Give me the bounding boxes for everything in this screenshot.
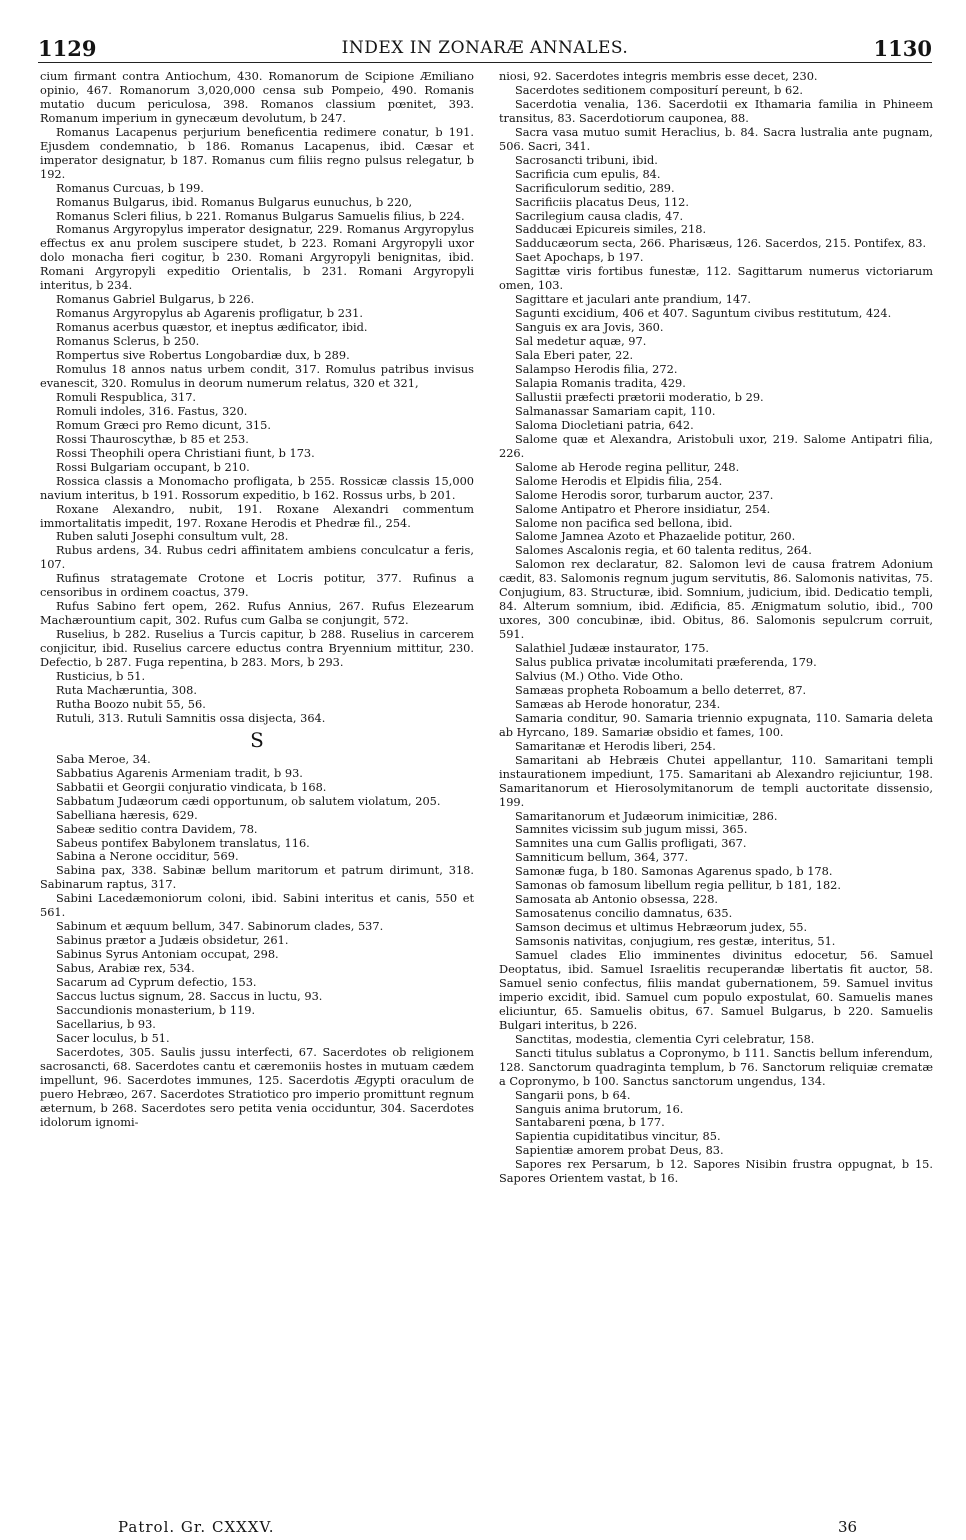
index-entry: Rufinus stratagemate Crotone et Locris potitur, 377. Rufinus a censoribus in ordinem coactus, 379.	[40, 571, 474, 600]
section-letter-s: S	[250, 727, 264, 752]
index-entry: Ruta Machæruntia, 308.	[56, 682, 197, 697]
index-entry: Sal medetur aquæ, 97.	[515, 334, 647, 349]
index-entry: Roxane Alexandro, nubit, 191. Roxane Alexandri commentum immortalitatis impedit, 197. Roxane Herodis et Phedræ fil., 254.	[40, 501, 474, 530]
index-entry: Salomes Ascalonis regia, et 60 talenta reditus, 264.	[515, 543, 812, 558]
index-entry: Rompertus sive Robertus Longobardiæ dux, b 289.	[56, 348, 350, 363]
index-entry: Sanctitas, modestia, clementia Cyri celebratur, 158.	[515, 1031, 815, 1046]
index-entry: Romanus Bulgarus, ibid. Romanus Bulgarus eunuchus, b 220,	[56, 194, 413, 209]
index-entry: Sanguis ex ara Jovis, 360.	[515, 320, 664, 335]
index-entry: Sabeæ seditio contra Davidem, 78.	[56, 821, 258, 836]
index-entry: Samsonis nativitas, conjugium, res gestæ, interitus, 51.	[515, 934, 836, 949]
index-entry: Rufus Sabino fert opem, 262. Rufus Annius, 267. Rufus Elezearum Machærountium capit, 302. Rufus cum Galba se conjungit, 572.	[40, 599, 474, 628]
index-entry: Salampso Herodis filia, 272.	[515, 362, 678, 377]
index-entry: Sabinum et æquum bellum, 347. Sabinorum clades, 537.	[56, 919, 384, 934]
running-title: INDEX IN ZONARÆ ANNALES.	[341, 38, 629, 58]
left-column	[40, 70, 474, 1130]
index-entry: Sabbatum Judæorum cædi opportunum, ob salutem violatum, 205.	[56, 793, 441, 808]
index-entry: Sapores rex Persarum, b 12. Sapores Nisibin frustra oppugnat, b 15. Sapores Orientem vastat, b 16.	[499, 1157, 933, 1186]
index-entry: Romanus Curcuas, b 199.	[56, 180, 204, 195]
page-number-right: 1130	[873, 36, 932, 61]
page-number-left: 1129	[38, 36, 97, 61]
right-column	[499, 70, 933, 1186]
index-entry: cium firmant contra Antiochum, 430. Romanorum de Scipione Æmiliano opinio, 467. Romanorum 3,020,000 censa sub Pompeio, 490. Romanis mutatio ducum periculosa, 398. Romanos classium pœnitet, 393. Romanum imperium in gynecæum devolutum, b 247.	[40, 69, 474, 125]
index-entry: Sangarii pons, b 64.	[515, 1087, 631, 1102]
index-entry: Sanguis anima brutorum, 16.	[515, 1101, 684, 1116]
index-entry: Salomon rex declaratur, 82. Salomon levi de causa fratrem Adonium cædit, 83. Salomonis regnum jugum servitutis, 86. Salomonis nativitas, 75. Conjugium, 83. Structuræ, ibid. Somnium, judicium, ibid. Dedicatio templi, 84. Alterum somnium, ibid. Ædificia, 85. Ænigmatum solutio, ibid., 700 uxores, 300 concubinæ, ibid. Obitus, 86. Salomonis sepulcrum corruit, 591.	[499, 557, 933, 642]
index-entry: Rossica classis a Monomacho profligata, b 255. Rossicæ classis 15,000 navium interitus, b 191. Rossorum expeditio, b 162. Rossus urbs, b 201.	[40, 473, 474, 502]
index-entry: Rutha Boozo nubit 55, 56.	[56, 696, 206, 711]
index-entry: Sabina a Nerone occiditur, 569.	[56, 849, 239, 864]
index-entry: Salvius (M.) Otho. Vide Otho.	[515, 668, 684, 683]
index-entry: Samnites vicissim sub jugum missi, 365.	[515, 822, 748, 837]
left-entries-r	[40, 70, 474, 726]
index-entry: Romulus 18 annos natus urbem condit, 317. Romulus patribus invisus evanescit, 320. Romulus in deorum numerum relatus, 320 et 321,	[40, 362, 474, 390]
index-entry: Romuli Respublica, 317.	[56, 389, 197, 404]
index-entry: Samaritani ab Hebræis Chutei appellantur, 110. Samaritani templi instaurationem impediunt, 175. Samaritani ab Alexandro rejiciuntur, 198. Samaritanorum et Hierosolymitanorum de templi auctoritate dissensio, 199.	[499, 752, 933, 809]
index-entry: Sacrosancti tribuni, ibid.	[515, 152, 658, 167]
index-entry: Samnites una cum Gallis profligati, 367.	[515, 836, 747, 851]
index-entry: Sallustii præfecti prætorii moderatio, b 29.	[515, 389, 764, 404]
index-entry: Salome Herodis et Elpidis filia, 254.	[515, 473, 723, 488]
index-entry: Saccundionis monasterium, b 119.	[56, 1002, 256, 1017]
index-entry: Sacellarius, b 93.	[56, 1016, 156, 1031]
index-entry: Romanus Argyropylus imperator designatur, 229. Romanus Argyropylus effectus ex anu prolem suscipere studet, b 223. Romani Argyropyli uxor dolo monacha fieri cogitur, b 230. Romani Argyropyli benignitas, ibid. Romani Argyropyli expeditio Orientalis, b 231. Romani Argyropyli interitus, b 234.	[40, 222, 474, 293]
index-entry: Sancti titulus sublatus a Copronymo, b 111. Sanctis bellum inferendum, 128. Sanctorum quadraginta templum, b 76. Sanctorum reliquiæ crematæ a Copronymo, b 100. Sanctus sanctorum ungendus, 134.	[499, 1045, 933, 1088]
index-entry: Sagittare et jaculari ante prandium, 147.	[515, 292, 752, 307]
index-entry: Samonas ob famosum libellum regia pellitur, b 181, 182.	[515, 878, 841, 893]
index-entry: Sabinus Syrus Antoniam occupat, 298.	[56, 947, 279, 962]
running-header	[38, 36, 932, 63]
index-entry: Sagittæ viris fortibus funestæ, 112. Sagittarum numerus victoriarum omen, 103.	[499, 264, 933, 293]
index-entry: Sagunti excidium, 406 et 407. Saguntum civibus restitutum, 424.	[515, 306, 892, 321]
index-entry: Sacra vasa mutuo sumit Heraclius, b. 84. Sacra lustralia ante pugnam, 506. Sacri, 341.	[499, 124, 933, 153]
index-entry: Sacarum ad Cyprum defectio, 153.	[56, 975, 257, 990]
left-entries-s	[40, 753, 474, 1130]
index-entry: Ruselius, b 282. Ruselius a Turcis capitur, b 288. Ruselius in carcerem conjicitur, ibid. Ruselius carcere eductus contra Bryennium mittitur, 230. Defectio, b 287. Fuga repentina, b 283. Mors, b 293.	[40, 627, 474, 670]
index-entry: Salus publica privatæ incolumitati præferenda, 179.	[515, 655, 817, 670]
index-entry: Rubus ardens, 34. Rubus cedri affinitatem ambiens conculcatur a feris, 107.	[40, 543, 474, 572]
index-entry: Rutuli, 313. Rutuli Samnitis ossa disjecta, 364.	[56, 710, 326, 725]
index-entry: Romum Græci pro Remo dicunt, 315.	[56, 417, 271, 432]
index-entry: Saccus luctus signum, 28. Saccus in luctu, 93.	[56, 989, 323, 1003]
index-entry: Salapia Romanis tradita, 429.	[515, 375, 686, 390]
index-entry: Rossi Theophili opera Christiani fiunt, b 173.	[56, 445, 315, 460]
index-entry: Sacrilegium causa cladis, 47.	[515, 208, 684, 223]
index-entry: Samaritanæ et Herodis liberi, 254.	[515, 738, 716, 753]
index-entry: Salome non pacifica sed bellona, ibid.	[515, 515, 733, 530]
index-entry: Sacerdotes, 305. Saulis jussu interfecti, 67. Sacerdotes ob religionem sacrosancti, 68. Sacerdotes cantu et cæremoniis hostes in mutuam cædem impellunt, 96. Sacerdotes immunes, 125. Sacerdotis Ægypti oraculum de puero Hebræo, 267. Sacerdotes Stratiotico pro imperio promittunt regnum æternum, b 268. Sacerdotes sero petita venia occiduntur, 304. Sacerdotes idolorum ignomi-	[40, 1044, 474, 1129]
index-entry: niosi, 92. Sacerdotes integris membris esse decet, 230.	[499, 69, 818, 83]
index-entry: Romanus Gabriel Bulgarus, b 226.	[56, 292, 255, 307]
index-entry: Samonæ fuga, b 180. Samonas Agarenus spado, b 178.	[515, 864, 833, 879]
index-entry: Salome Herodis soror, turbarum auctor, 237.	[515, 487, 774, 502]
footer-signature: Patrol. Gr. CXXXV.	[118, 1518, 275, 1536]
index-entry: Santabareni pœna, b 177.	[515, 1115, 665, 1130]
index-entry: Samniticum bellum, 364, 377.	[515, 850, 689, 865]
index-entry: Sacrificia cum epulis, 84.	[515, 166, 661, 181]
index-entry: Sadducæorum secta, 266. Pharisæus, 126. Sacerdos, 215. Pontifex, 83.	[515, 236, 927, 251]
index-entry: Samaritanorum et Judæorum inimicitiæ, 286.	[515, 808, 778, 823]
index-entry: Saet Apochaps, b 197.	[515, 250, 644, 265]
index-entry: Samson decimus et ultimus Hebræorum judex, 55.	[515, 920, 808, 935]
index-entry: Salathiel Judææ instaurator, 175.	[515, 641, 710, 656]
index-entry: Sabini Lacedæmoniorum coloni, ibid. Sabini interitus et canis, 550 et 561.	[40, 891, 474, 920]
index-entry: Salome quæ et Alexandra, Aristobuli uxor, 219. Salome Antipatri filia, 226.	[499, 431, 933, 460]
index-entry: Romuli indoles, 316. Fastus, 320.	[56, 403, 248, 418]
index-entry: Samæas propheta Roboamum a bello deterret, 87.	[515, 682, 807, 697]
index-entry: Romanus Sclerus, b 250.	[56, 334, 200, 349]
index-entry: Rossi Bulgariam occupant, b 210.	[56, 459, 250, 474]
right-entries	[499, 70, 933, 1186]
index-entry: Rossi Thauroscythæ, b 85 et 253.	[56, 431, 249, 446]
index-entry: Sapientia cupiditatibus vincitur, 85.	[515, 1129, 721, 1144]
index-entry: Samaria conditur, 90. Samaria triennio expugnata, 110. Samaria deleta ab Hyrcano, 189. Samariæ obsidio et fames, 100.	[499, 710, 933, 739]
index-entry: Sacrificulorum seditio, 289.	[515, 180, 675, 195]
index-entry: Salome ab Herode regina pellitur, 248.	[515, 459, 740, 474]
index-entry: Sabina pax, 338. Sabinæ bellum maritorum et patrum dirimunt, 318. Sabinarum raptus, 317.	[40, 863, 474, 892]
index-entry: Saloma Diocletiani patria, 642.	[515, 417, 694, 432]
index-entry: Saba Meroe, 34.	[56, 751, 151, 766]
index-entry: Sacerdotia venalia, 136. Sacerdotii ex Ithamaria familia in Phineem transitus, 83. Sacerdotiorum cauponea, 88.	[499, 96, 933, 125]
index-entry: Sabeus pontifex Babylonem translatus, 116.	[56, 835, 310, 850]
index-entry: Romanus Argyropylus ab Agarenis profligatur, b 231.	[56, 306, 363, 321]
index-entry: Sapientiæ amorem probat Deus, 83.	[515, 1143, 724, 1158]
index-entry: Romanus acerbus quæstor, et ineptus ædificator, ibid.	[56, 320, 368, 335]
index-entry: Samosatenus concilio damnatus, 635.	[515, 906, 733, 921]
index-entry: Romanus Lacapenus perjurium beneficentia redimere conatur, b 191. Ejusdem condemnatio, b 186. Romanus Lacapenus, ibid. Cæsar et imperator designatur, b 187. Romanus cum filiis regno pulsus relegatur, b 192.	[40, 124, 474, 181]
index-entry: Sacerdotes seditionem compositurí pereunt, b 62.	[515, 82, 804, 97]
index-entry: Sadducæi Epicureis similes, 218.	[515, 222, 707, 237]
index-entry: Salome Antipatro et Pherore insidiatur, 254.	[515, 501, 771, 516]
index-entry: Sala Eberi pater, 22.	[515, 348, 634, 363]
index-entry: Samæas ab Herode honoratur, 234.	[515, 696, 721, 711]
footer-sheet-number: 36	[838, 1518, 858, 1536]
index-entry: Salome Jamnea Azoto et Phazaelide potitur, 260.	[515, 529, 796, 544]
index-entry: Sabbatii et Georgii conjuratio vindicata, b 168.	[56, 779, 327, 794]
index-entry: Romanus Scleri filius, b 221. Romanus Bulgarus Samuelis filius, b 224.	[56, 208, 465, 223]
index-entry: Sabus, Arabiæ rex, 534.	[56, 961, 195, 976]
index-entry: Samuel clades Elio imminentes divinitus edocetur, 56. Samuel Deoptatus, ibid. Samuel Israelitis recuperandæ libertatis fit auctor, 58. Samuel senio confectus, filiis mandat gubernationem, 59. Samuel invitus imperio excidit, ibid. Samuel cum populo expostulat, 60. Samuelis manes eliciuntur, 65. Samuelis obitus, 67. Samuel Bulgarus, b 220. Samuelis Bulgari interitus, b 226.	[499, 948, 933, 1032]
index-entry: Sabinus prætor a Judæis obsidetur, 261.	[56, 933, 289, 948]
index-entry: Rusticius, b 51.	[56, 668, 146, 683]
index-entry: Samosata ab Antonio obsessa, 228.	[515, 892, 719, 907]
index-entry: Ruben saluti Josephi consultum vult, 28.	[56, 529, 289, 544]
index-entry: Sabbatius Agarenis Armeniam tradit, b 93.	[56, 765, 303, 780]
index-entry: Sacrificiis placatus Deus, 112.	[515, 194, 690, 209]
index-entry: Sacer loculus, b 51.	[56, 1030, 170, 1045]
index-entry: Salmanassar Samariam capit, 110.	[515, 403, 716, 418]
index-entry: Sabelliana hæresis, 629.	[56, 807, 198, 822]
